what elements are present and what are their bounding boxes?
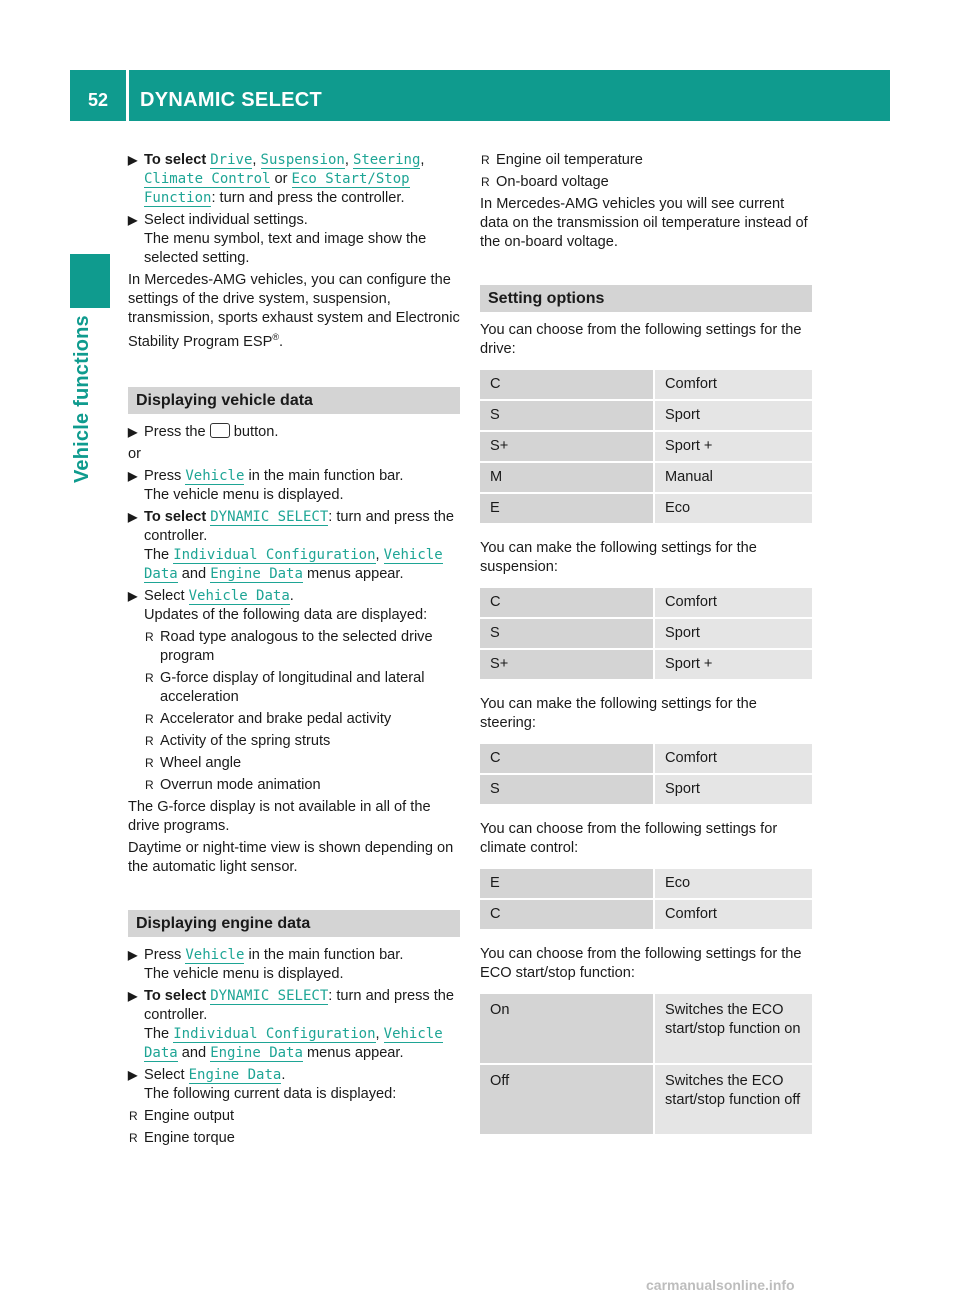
ui-function: Function (144, 190, 212, 206)
paragraph-amg-transmission: In Mercedes-AMG vehicles you will see current data on the transmission oil temperature instead of the on-board voltage. (480, 196, 808, 250)
intro-drive: You can choose from the following settings for the drive: (480, 322, 802, 357)
ui-dynamic-select: DYNAMIC SELECT (210, 509, 329, 525)
ui-dynamic-select: DYNAMIC SELECT (210, 988, 329, 1004)
step-press-button: ▶ Press the button. (128, 424, 279, 440)
intro-climate: You can choose from the following settings for climate control: (480, 821, 778, 856)
ui-engine-data-2: Engine Data (188, 1067, 282, 1083)
bullet-icon: R (481, 153, 490, 167)
list-item: R Engine output (129, 1108, 235, 1124)
bullet-icon: R (145, 712, 154, 726)
ui-individual-configuration: Individual Configuration (173, 1026, 376, 1042)
bullet-icon: R (129, 1131, 138, 1145)
ui-individual-configuration: Individual Configuration (173, 547, 376, 563)
list-item: R Road type analogous to the selected drive program (145, 629, 433, 664)
list-item: R On-board voltage (481, 174, 609, 190)
intro-steering: You can make the following settings for the steering: (480, 696, 757, 731)
table-row: S Sport (480, 401, 812, 430)
chapter-title: DYNAMIC SELECT (140, 89, 322, 111)
step-select-vehicle-data: ▶ Select Vehicle Data. Updates of the following data are displayed: (128, 588, 428, 623)
ui-vehicle: Vehicle (185, 468, 245, 484)
bullet-icon: R (145, 756, 154, 770)
ui-eco-start-stop: Eco Start/Stop (291, 171, 410, 187)
table-row: M Manual (480, 463, 812, 492)
table-row: E Eco (480, 494, 812, 523)
table-row: Off Switches the ECO start/stop function off (480, 1065, 812, 1134)
ui-engine-data: Engine Data (210, 1045, 303, 1061)
list-item: R Activity of the spring struts (145, 733, 331, 749)
bullet-icon: R (145, 630, 154, 644)
intro-suspension: You can make the following settings for the suspension: (480, 540, 757, 575)
table-row: C Comfort (480, 588, 812, 617)
ui-steering: Steering (352, 152, 421, 168)
side-tab-label: Vehicle functions (71, 315, 93, 483)
side-tab-marker (70, 254, 110, 308)
step-select-individual: ▶ Select individual settings. The menu symbol, text and image show the selected setting. (128, 212, 427, 266)
ui-drive: Drive (210, 152, 253, 168)
page-number: 52 (87, 90, 109, 110)
step-arrow-icon: ▶ (128, 510, 138, 524)
paragraph-amg-config: In Mercedes-AMG vehicles, you can configure the settings of the drive system, suspension, transmission, sports exhaust system and Electronic Stability Program ESP®. (128, 272, 460, 350)
step-arrow-icon: ▶ (128, 1068, 138, 1082)
step-arrow-icon: ▶ (128, 948, 138, 962)
ui-vehicle-data-b: Data (144, 566, 178, 582)
ui-vehicle-data-a: Vehicle (383, 1026, 443, 1042)
paragraph-daytime: Daytime or night-time view is shown depending on the automatic light sensor. (128, 840, 454, 875)
watermark: carmanualsonline.info (646, 1277, 795, 1293)
table-steering (480, 742, 812, 806)
list-item: R Engine oil temperature (481, 152, 643, 168)
step-arrow-icon: ▶ (128, 153, 138, 167)
table-climate (480, 867, 812, 931)
list-item: R Wheel angle (145, 755, 242, 771)
paragraph-gforce: The G-force display is not available in all of the drive programs. (128, 799, 431, 834)
section-heading-vehicle-data: Displaying vehicle data (128, 387, 460, 414)
table-row: S+ Sport + (480, 650, 812, 679)
table-row: C Comfort (480, 900, 812, 929)
car-icon (210, 423, 230, 438)
ui-vehicle-data: Vehicle Data (188, 588, 290, 604)
bullet-icon: R (129, 1109, 138, 1123)
section-heading-engine-data: Displaying engine data (128, 910, 460, 937)
right-column (480, 151, 812, 1150)
table-row: E Eco (480, 869, 812, 898)
table-eco (480, 992, 812, 1136)
list-item: R Accelerator and brake pedal activity (145, 711, 392, 727)
bullet-icon: R (145, 778, 154, 792)
step-press-vehicle: ▶ Press Vehicle in the main function bar. The vehicle menu is displayed. (128, 468, 404, 503)
ui-suspension: Suspension (260, 152, 345, 168)
ui-vehicle-data-b: Data (144, 1045, 178, 1061)
step-select-dynamic-2: ▶ To select DYNAMIC SELECT: turn and press the controller. The Individual Configuration, Vehicle Data and Engine Data menus appear. (128, 988, 455, 1061)
ui-vehicle-data-a: Vehicle (383, 547, 443, 563)
ui-vehicle: Vehicle (185, 947, 245, 963)
step-arrow-icon: ▶ (128, 469, 138, 483)
ui-engine-data: Engine Data (210, 566, 303, 582)
list-item: R Engine torque (129, 1130, 235, 1146)
table-row: C Comfort (480, 370, 812, 399)
list-item: R Overrun mode animation (145, 777, 321, 793)
table-suspension (480, 586, 812, 681)
left-column (128, 151, 460, 1151)
step-arrow-icon: ▶ (128, 425, 138, 439)
or-text: or (128, 446, 141, 462)
step-arrow-icon: ▶ (128, 989, 138, 1003)
header-divider (126, 70, 129, 121)
table-row: On Switches the ECO start/stop function on (480, 994, 812, 1063)
ui-climate-control: Climate Control (144, 171, 271, 187)
list-item: R G-force display of longitudinal and lateral acceleration (145, 670, 425, 705)
step-arrow-icon: ▶ (128, 589, 138, 603)
section-heading-setting-options: Setting options (480, 285, 812, 312)
table-row: S Sport (480, 775, 812, 804)
bullet-icon: R (481, 175, 490, 189)
table-row: S Sport (480, 619, 812, 648)
intro-eco: You can choose from the following settings for the ECO start/stop function: (480, 946, 802, 981)
table-row: S+ Sport + (480, 432, 812, 461)
bullet-icon: R (145, 671, 154, 685)
step-select-dynamic: ▶ To select DYNAMIC SELECT: turn and press the controller. The Individual Configuration, Vehicle Data and Engine Data menus appear. (128, 509, 455, 582)
table-row: C Comfort (480, 744, 812, 773)
step-select-engine-data: ▶ Select Engine Data. The following current data is displayed: (128, 1067, 397, 1102)
step-press-vehicle-2: ▶ Press Vehicle in the main function bar. The vehicle menu is displayed. (128, 947, 404, 982)
table-drive (480, 368, 812, 525)
step-select-options: ▶ To select Drive, Suspension, Steering, Climate Control or Eco Start/Stop Function: turn and press the controller. (128, 152, 425, 206)
bullet-icon: R (145, 734, 154, 748)
step-arrow-icon: ▶ (128, 213, 138, 227)
